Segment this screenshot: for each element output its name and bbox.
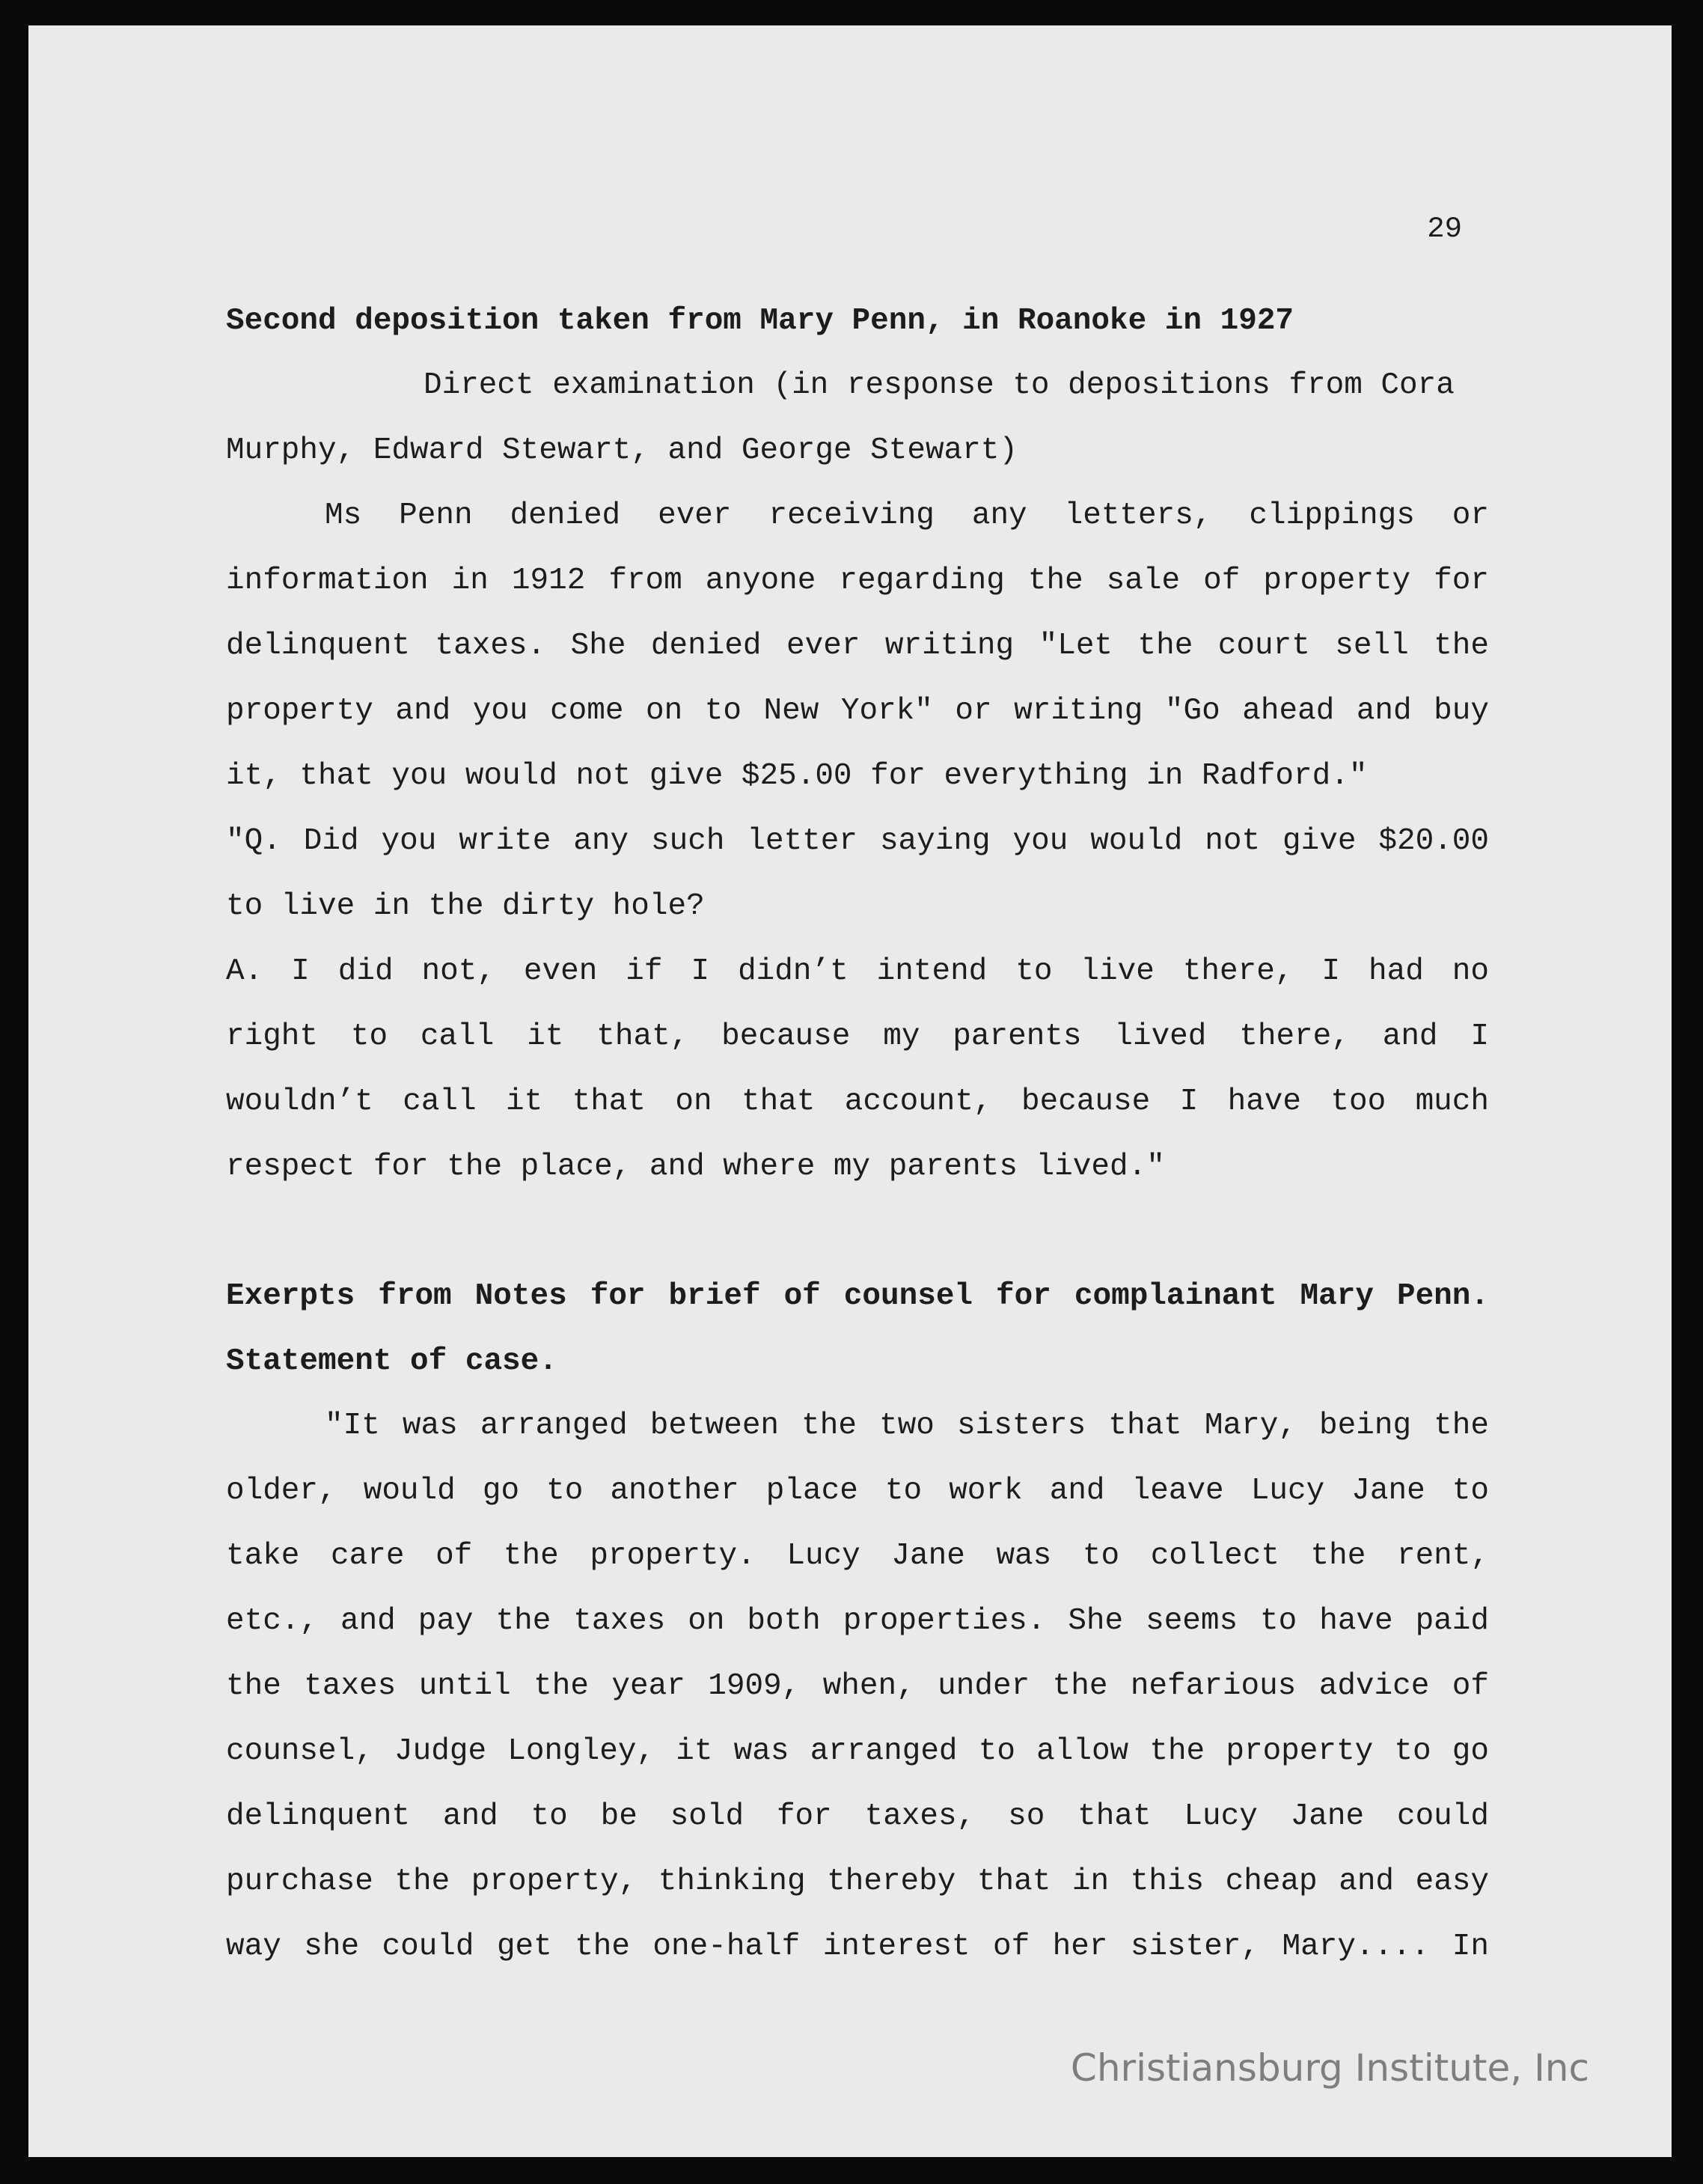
para1-line: it, that you would not give $25.00 for everything in Radford." (226, 759, 1368, 793)
para1-line: delinquent taxes. She denied ever writing "Let the court sell the (226, 629, 1489, 663)
para1-line: information in 1912 from anyone regarding the sale of property for (226, 564, 1489, 598)
para2-line: "It was arranged between the two sisters that Mary, being the (325, 1409, 1489, 1443)
para2-line: way she could get the one-half interest of her sister, Mary.... In (226, 1930, 1489, 1964)
page-number: 29 (1427, 213, 1462, 245)
para2-line: counsel, Judge Longley, it was arranged to allow the property to go (226, 1734, 1489, 1769)
para2-line: take care of the property. Lucy Jane was to collect the rent, (226, 1539, 1489, 1573)
section2-heading-line2: Statement of case. (226, 1344, 557, 1379)
section1-subheading-line2: Murphy, Edward Stewart, and George Stewart) (226, 433, 1018, 468)
para2-line: etc., and pay the taxes on both properties. She seems to have paid (226, 1604, 1489, 1638)
qa-line: wouldn’t call it that on that account, because I have too much (226, 1085, 1489, 1119)
qa-line: right to call it that, because my parents lived there, and I (226, 1019, 1489, 1054)
para1-line: Ms Penn denied ever receiving any letters, clippings or (325, 498, 1489, 533)
qa-line: to live in the dirty hole? (226, 889, 705, 924)
section2-heading-line1: Exerpts from Notes for brief of counsel for complainant Mary Penn. (226, 1279, 1489, 1314)
section1-subheading-line1: Direct examination (in response to depositions from Cora (424, 368, 1455, 403)
para2-line: delinquent and to be sold for taxes, so that Lucy Jane could (226, 1799, 1489, 1834)
qa-line: respect for the place, and where my parents lived." (226, 1150, 1165, 1184)
document-page (28, 25, 1672, 2157)
para1-line: property and you come on to New York" or writing "Go ahead and buy (226, 694, 1489, 728)
para2-line: older, would go to another place to work and leave Lucy Jane to (226, 1474, 1489, 1508)
para2-line: purchase the property, thinking thereby that in this cheap and easy (226, 1864, 1489, 1899)
qa-line: A. I did not, even if I didn’t intend to live there, I had no (226, 954, 1489, 989)
section1-heading: Second deposition taken from Mary Penn, in Roanoke in 1927 (226, 304, 1294, 338)
para2-line: the taxes until the year 1909, when, under the nefarious advice of (226, 1669, 1489, 1703)
watermark: Christiansburg Institute, Inc (1070, 2046, 1589, 2090)
qa-line: "Q. Did you write any such letter saying you would not give $20.00 (226, 824, 1489, 858)
